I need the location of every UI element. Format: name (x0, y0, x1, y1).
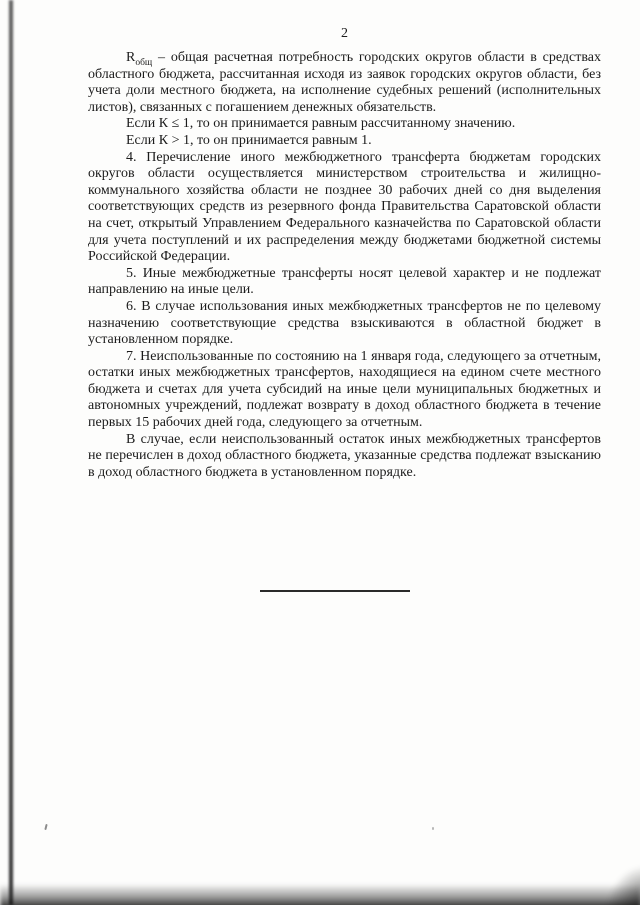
paragraph-text: 7. Неиспользованные по состоянию на 1 января года, следующего за отчетным, остатки иных межбюджетных трансфертов, находящиеся на едином счете местного бюджета и счетах для учета субсидий на иные цели муниципальных бюджетных и автономных учреждений, подлежат возврату в доход областного бюджета в течение первых 15 рабочих дней года, следующего за отчетным. (88, 348, 601, 431)
scan-artifact-left-edge (9, 0, 13, 905)
scan-speck (44, 824, 47, 830)
paragraph-text: Если К ≤ 1, то он принимается равным рассчитанному значению. (126, 116, 516, 132)
paragraph-text: R (126, 50, 136, 65)
separator-line (260, 590, 410, 592)
paragraph (88, 133, 601, 150)
paragraph (88, 150, 601, 266)
paragraph-text: Если К > 1, то он принимается равным 1. (126, 132, 372, 148)
paragraph-text: 5. Иные межбюджетные трансферты носят целевой характер и не подлежат направлению на иные цели. (88, 265, 601, 298)
paragraph-text: 6. В случае использования иных межбюджетных трансфертов не по целевому назначению соответствующие средства взыскиваются в областной бюджет в установленном порядке. (88, 298, 601, 348)
paragraph-text: 4. Перечисление иного межбюджетного трансферта бюджетам городских округов области осуществляется министерством строительства и жилищно-коммунального хозяйства области не позднее 30 рабочих дней со дня выделения соответствующих средств из резервного фонда Правительства Саратовской области на счет, открытый Управлением Федерального казначейства по Саратовской области для учета поступлений и их распределения между бюджетами бюджетной системы Российской Федерации. (88, 149, 601, 265)
scan-speck (432, 827, 434, 830)
paragraph-text: – общая расчетная потребность городских округов области в средствах областного бюджета, рассчитанная исходя из заявок городских округов области, без учета доли местного бюджета, на исполнение судебных решений (исполнительных листов), связанных с погашением денежных обязательств. (88, 50, 601, 115)
paragraph (88, 50, 601, 116)
paragraph (88, 432, 601, 482)
paragraph (88, 349, 601, 432)
page-number: 2 (341, 26, 348, 41)
paragraph (88, 116, 601, 133)
formula-subscript: общ (135, 57, 153, 68)
scan-artifact-corner (606, 865, 640, 905)
paragraph (88, 299, 601, 349)
scan-artifact-bottom-edge (0, 884, 640, 905)
paragraph-text: В случае, если неиспользованный остаток иных межбюджетных трансфертов не перечислен в доход областного бюджета, указанные средства подлежат взысканию в доход областного бюджета в установленном порядке. (88, 431, 601, 480)
document-body (88, 50, 601, 481)
paragraph (88, 266, 601, 299)
